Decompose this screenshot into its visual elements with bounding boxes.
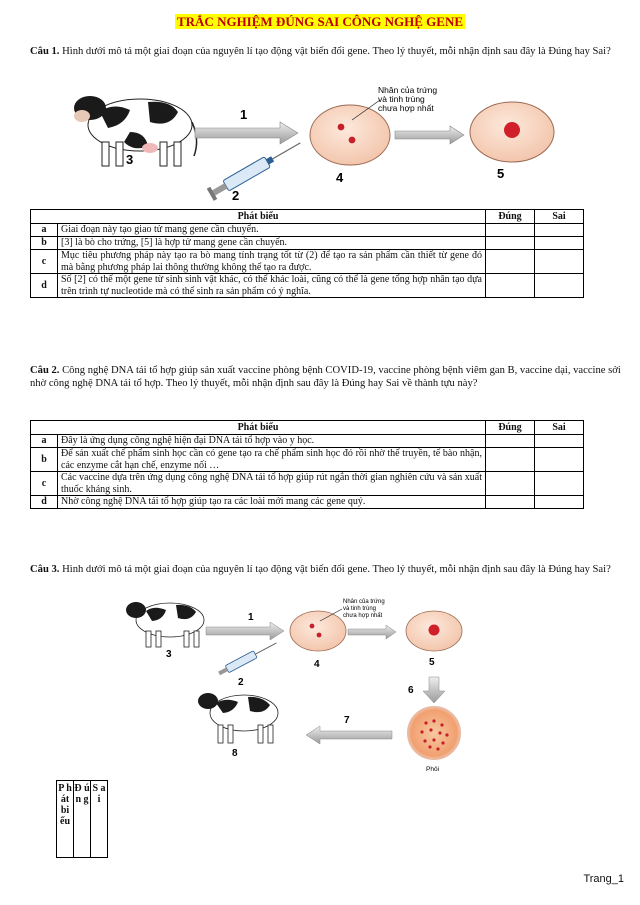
cow-icon [74, 96, 197, 166]
q3-table [56, 780, 108, 858]
answer-cell-false[interactable] [535, 496, 584, 509]
nucleus-caption-line2: và tinh trùng [378, 94, 425, 104]
arrow-2-icon [395, 126, 464, 144]
answer-cell-true[interactable] [486, 274, 535, 298]
question-3-text: Câu 3. Hình dưới mô tả một giai đoạn của nguyên lí tạo động vật biến đổi gene. Theo lý thuyết, mỗi nhận định sau đây là Đúng hay Sai? [30, 564, 611, 575]
fig1-label-1: 1 [240, 107, 248, 122]
embryo-icon [408, 707, 460, 759]
syringe-icon [207, 137, 304, 201]
table-row: a Giai đoạn này tạo giao tử mang gene cần chuyển. [31, 224, 584, 237]
q3-header-true: Đ ú n g [74, 781, 91, 858]
fig1-label-3: 3 [126, 152, 134, 167]
page-number: Trang_1 [583, 873, 624, 885]
q1-header-true: Đúng [486, 210, 535, 224]
q2-table [30, 420, 584, 509]
fig3-label-1: 1 [248, 612, 254, 623]
table-row: d Số [2] có thể một gene từ sinh sinh vật khác, có thể khác loài, cũng có thể là gene tổng hợp nhân tạo dựa trên trình tự nucleotide mà có thể sinh ra sản phẩm có ý nghĩa. [31, 274, 584, 298]
cow-icon [198, 693, 278, 743]
arrow-6-icon [423, 677, 445, 703]
answer-cell-true[interactable] [486, 435, 535, 448]
answer-cell-true[interactable] [486, 224, 535, 237]
syringe-icon [217, 639, 278, 677]
answer-cell-true[interactable] [486, 250, 535, 274]
answer-cell-true[interactable] [486, 448, 535, 472]
q2-header-false: Sai [535, 421, 584, 435]
answer-cell-false[interactable] [535, 250, 584, 274]
nucleus-caption-line3: chưa hợp nhất [343, 613, 383, 619]
page-title: TRẮC NGHIỆM ĐÚNG SAI CÔNG NGHỆ GENE [176, 14, 464, 29]
table-row: c Các vaccine dựa trên ứng dụng công nghệ DNA tái tổ hợp giúp rút ngắn thời gian nghiên cứu và sản xuất thuốc kháng sinh. [31, 472, 584, 496]
q3-figure [120, 595, 480, 775]
embryo-caption: Phôi [426, 766, 440, 773]
fig1-label-5: 5 [497, 166, 505, 181]
q1-figure [60, 80, 580, 205]
arrow-2-icon [348, 625, 396, 639]
q1-header-false: Sai [535, 210, 584, 224]
q3-header-false: S a i [91, 781, 108, 858]
answer-cell-true[interactable] [486, 237, 535, 250]
q3-header-statement: P h át bi ểu [57, 781, 74, 858]
table-row: c Mục tiêu phương pháp này tạo ra bò mang tính trạng tốt từ (2) để tạo ra sản phẩm cần thiết từ gene đó mà bằng phương pháp lai thông thường không thể tạo ra được. [31, 250, 584, 274]
q1-header-statement: Phát biểu [31, 210, 486, 224]
fig3-label-6: 6 [408, 685, 414, 696]
fig3-label-4: 4 [314, 659, 320, 670]
egg-cell-4 [290, 611, 346, 651]
answer-cell-false[interactable] [535, 224, 584, 237]
question-2-text: Câu 2. Công nghệ DNA tái tổ hợp giúp sản xuất vaccine phòng bệnh COVID-19, vaccine phòng bệnh viêm gan B, vaccine dại, vaccine sởi nhờ công nghệ DNA tái tổ hợp. Theo lý thuyết, mỗi nhận định sau đây là Đúng hay Sai về thành tựu này? [30, 365, 621, 389]
answer-cell-false[interactable] [535, 435, 584, 448]
fig3-label-3: 3 [166, 649, 172, 660]
answer-cell-true[interactable] [486, 496, 535, 509]
answer-cell-false[interactable] [535, 472, 584, 496]
fig1-label-2: 2 [232, 188, 240, 203]
table-row: a Đây là ứng dụng công nghệ hiện đại DNA tái tổ hợp vào y học. [31, 435, 584, 448]
q2-header-true: Đúng [486, 421, 535, 435]
nucleus-caption-line2: và tinh trùng [343, 606, 377, 612]
fig1-label-4: 4 [336, 170, 344, 185]
arrow-7-icon [306, 726, 392, 744]
cow-icon [126, 602, 204, 647]
q1-table [30, 209, 584, 298]
answer-cell-true[interactable] [486, 472, 535, 496]
egg-cell-4 [310, 105, 390, 165]
nucleus-caption-line3: chưa hợp nhất [378, 103, 434, 113]
fig3-label-2: 2 [238, 677, 244, 688]
fig3-label-5: 5 [429, 657, 435, 668]
arrow-1-icon [206, 622, 284, 640]
table-row: b [3] là bò cho trứng, [5] là hợp tử mang gene cần chuyển. [31, 237, 584, 250]
answer-cell-false[interactable] [535, 274, 584, 298]
table-row: b Để sản xuất chế phẩm sinh học cần có gene tạo ra chế phẩm sinh học đó rồi nhờ thể truyền, tế bào nhận, các enzyme cắt hạn chế, enzyme nối … [31, 448, 584, 472]
q2-header-statement: Phát biểu [31, 421, 486, 435]
nucleus-caption-line1: Nhân của trứng [378, 85, 438, 95]
arrow-1-icon [195, 122, 298, 144]
fig3-label-7: 7 [344, 715, 350, 726]
answer-cell-false[interactable] [535, 448, 584, 472]
fig3-label-8: 8 [232, 748, 238, 759]
table-row: d Nhờ công nghệ DNA tái tổ hợp giúp tạo ra các loài mới mang các gene quý. [31, 496, 584, 509]
answer-cell-false[interactable] [535, 237, 584, 250]
question-1-text: Câu 1. Hình dưới mô tả một giai đoạn của nguyên lí tạo động vật biến đổi gene. Theo lý thuyết, mỗi nhận định sau đây là Đúng hay Sai? [30, 46, 611, 57]
nucleus-caption-line1: Nhân của trứng [343, 599, 385, 605]
